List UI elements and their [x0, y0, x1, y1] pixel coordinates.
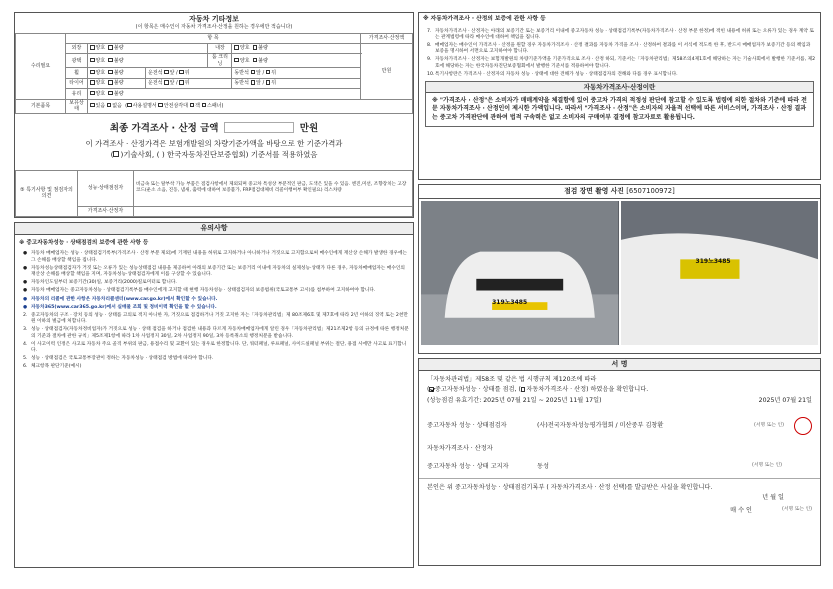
checkbox[interactable] [266, 80, 271, 85]
note-item: ● 자동차성능상태점검자가 거짓 또는 오류가 있는 성능상태점검 내용을 제공하여 아래의 보증기간 또는 보증거리 이내에 자동차의 실제성능·상태가 다른 경우, 자동차매매업자는 매수인의 재산상 손해를 배상할 책임을 지며, 자동차성능·상태점검자에게 이를 구상할 수 있습니다. [23, 265, 405, 277]
row-label: 유리 [66, 89, 88, 99]
final-price-unit: 만원 [299, 122, 319, 134]
checked-checkbox[interactable] [429, 387, 434, 392]
photo-title: 점검 장면 촬영 사진 [564, 187, 624, 195]
note-item: 5. 성능 · 상태점검은 국토교통부장관이 정하는 자동차성능 · 상태점검 방법에 따라야 합니다. [23, 356, 214, 362]
checkbox[interactable] [107, 103, 112, 108]
car-rear-photo [621, 201, 819, 345]
dealer-row [427, 463, 812, 471]
price-label: 가격조사·산정자 [78, 206, 134, 216]
inspector-seal-label: (서명 또는 인) [754, 423, 784, 429]
vehicle-other-info [14, 12, 414, 218]
receive-text: 본인은 위 중고자동차성능 · 상태점검기록부 ( 자동차가격조사 · 산정 선택)를 발급받은 사실을 확인합니다. [427, 484, 713, 492]
basic-label: 기본품목 [16, 99, 66, 113]
row-label: 광택 [66, 54, 88, 68]
notes-list [15, 249, 413, 370]
note-item: 2. 중고자동차의 구조 · 장치 등의 성능 · 상태를 고의로 적지 아니한 자, 거짓으로 점검하거나 거짓 고지한 자는「자동차관리법」제 80조제6호 및 제7호에 따라 2년 이하의 징역 또는 2천만원 이하의 벌금에 처합니다. [23, 312, 408, 325]
dealer-seal-label: (서명 또는 인) [752, 463, 782, 469]
pricer-row [427, 445, 812, 453]
buyer-row [427, 507, 812, 515]
col-price: 가격조사·산정액 [361, 33, 413, 43]
checkbox[interactable] [266, 70, 271, 75]
right-column [418, 12, 821, 566]
checkbox[interactable] [521, 387, 526, 392]
checkbox[interactable] [108, 58, 113, 63]
dealer-label: 중고자동차 성능 · 상태 고지자 [427, 463, 509, 471]
sign-body [419, 371, 820, 476]
guarantee-item: 9. 자동차가격조사 · 산정자는 보험개발원의 차량기준가액을 기준가격으로 조사 · 산정 하되, 기준서는「자동차관리법」제58조의4제1호에 해당하는 자는 기술사회에서 발행한 기준서를, 제2호에 해당하는 자는 한국자동차진단보증협회에서 발행한 기준서를 적용하여야 합니다. [427, 57, 816, 69]
checkbox[interactable] [253, 58, 258, 63]
photo-section [418, 184, 821, 354]
guarantee-item: 8. 매매업자는 매수인이 가격조사 · 산정을 원할 경우 자동차가격조사 · 산정 결과를 자동차 가격을 조사 · 산정하여 결과를 이 서식에 적도록 한 후, 반드시 매매업자가 보증기간 등의 책임과 보증을 명시하여 서면으로 고지하여야 합니다. [427, 42, 811, 55]
pricer-label: 자동차가격조사 · 산정자 [427, 445, 493, 453]
sign-line1: 「자동차관리법」제58조 및 같은 법 시행규칙 제120조에 따라 [427, 376, 597, 384]
final-price-input[interactable] [224, 122, 294, 133]
guarantee-section [418, 12, 821, 180]
checkbox[interactable] [127, 103, 132, 108]
checkbox[interactable] [108, 45, 113, 50]
checkbox[interactable] [251, 80, 256, 85]
repair-label: 수리필요 [16, 33, 66, 99]
notes-section [14, 222, 414, 568]
checkbox[interactable] [90, 103, 95, 108]
receipt-block [419, 478, 820, 519]
note-item: 3. 성능 · 상태점검자(자동차정비업자)가 거짓으로 성능 · 상태 점검을 하거나 점검한 내용과 다르게 자동차매매업자에게 알린 경우「자동차관리법」제21조제2항 등의 규정에 따른 행정처분의 기준과 절차에 관한 규칙」제5조제1항에 따라 1차 사업정지 30일, 2차 사업정지 90일, 3차 등록취소의 행정처분을 받습니다. [23, 327, 409, 339]
repair-table: 수리필요 항 목 가격조사·산정액 외장 양호 불량 내장 양호 불량 만원 광택 양호 불량 룸 크리닝 양호 불량 휠 양호 불량 운전석 앞 / 뒤 동반석 앞 / 뒤 타이어 양호 불량 운전석 앞 / 뒤 동반석 앞 / 뒤 유리 양호 불량 기본품목 보유상태 있음 없음 ( 사용설명서 안전삼각대 잭 스패너) [15, 33, 413, 114]
photo-header [419, 185, 820, 199]
final-price-desc2: ( )기술사회, ( ) 한국자동차진단보증협회) 기준서를 적용하였음 [110, 149, 318, 159]
row-label: 내장 [208, 43, 232, 53]
sign-line2: ( 중고자동차성능 · 상태를 점검, ( 자동차가격조사 · 산정) 하였음을 확인합니다. [427, 386, 649, 394]
special-label: ⑤ 특기사항 및 점검자의 의견 [16, 170, 78, 216]
car-front-photo [421, 201, 619, 345]
checkbox[interactable] [90, 70, 95, 75]
checkbox[interactable] [179, 80, 184, 85]
checkbox[interactable] [90, 45, 95, 50]
perf-text: 비금속 또는 탈부착 가능 부품은 점검사항에서 제외되며 중고차 특성상 부분적인 판금, 도색은 있을 수 있음. 엔진,미션, 조향장치는 고장코드(운소 소음, 진동, 냄새, 출력에 대하여 보증불가, FRP점검대체비 리콜이행여부 확인필요) 리스차량 [134, 170, 413, 206]
checkbox[interactable] [90, 91, 95, 96]
left-column [14, 12, 414, 568]
checkbox[interactable] [234, 45, 239, 50]
checkbox[interactable] [179, 70, 184, 75]
inspector-label: 중고자동차 성능 · 상태점검자 [427, 422, 507, 430]
section-subtitle: (이 항목은 매수인이 자동차 가격조사·산정을 원하는 경우에만 적습니다) [135, 24, 293, 31]
held-label: 보유상태 [66, 99, 88, 113]
checkbox[interactable] [251, 70, 256, 75]
sign-title: 서 명 [419, 359, 820, 371]
plate-number-rear: 319노3485 [695, 258, 731, 266]
guarantee-heading: ※ 자동차가격조사 · 산정의 보증에 관한 사항 등 [423, 16, 546, 22]
red-seal-icon [794, 417, 812, 435]
price-definition-box [425, 81, 814, 127]
checkbox[interactable] [158, 103, 163, 108]
row-label: 휠 [66, 68, 88, 78]
checkbox[interactable] [90, 58, 95, 63]
special-table [15, 170, 413, 217]
checkbox[interactable] [164, 70, 169, 75]
guarantee-item: 10. 특기사항란은 가격조사 · 산정자의 자동차 성능 · 상태에 대한 견해가 성능 · 상태점검자의 견해와 다를 경우 표시합니다. [427, 71, 678, 77]
guarantee-list [419, 27, 820, 78]
col-item: 항 목 [66, 33, 361, 43]
row-label: 외장 [66, 43, 88, 53]
sign-date: 2025년 07월 21일 [758, 397, 812, 405]
inspector-row [427, 417, 812, 435]
checkbox[interactable] [108, 91, 113, 96]
valid-label: (성능점검 유효기간: 2025년 07월 21일 ~ 2025년 11월 17일) [427, 397, 602, 405]
checkbox[interactable] [202, 103, 207, 108]
final-price-label: 최종 가격조사 · 산정 금액 [109, 122, 219, 134]
price-box-text: ※ "가격조사 · 산정"은 소비자가 매매계약을 체결함에 있어 중고차 가격의 적정성 판단에 참고할 수 있도록 법령에 의한 절차와 기준에 따라 전문 자동차가격조사 · 산정인이 제시한 가액입니다. 따라서 "가격조사 · 산정"은 소비자의 자율적 선택에 따른 서비스이며, 가격조사 · 산정 결과는 중고차 가격판단에 관하여 법적 구속력은 없고 소비자의 구매여부 결정에 참고자료로 활용됩니다. [432, 97, 807, 121]
final-price [15, 122, 413, 135]
note-item: ● 자동차 매매업자는 중고자동차성능 · 상태점검기록부를 매수인에게 고지할 때 현행 자동차성능 · 상태점검자의 보증범위(국토교통부 고시)를 첨부하여 고지하여야 합니다. [23, 288, 376, 294]
notes-heading: ※ 중고자동차성능 · 상태점검의 보증에 관한 사항 등 [19, 240, 149, 247]
dealer-name: 동성 [537, 463, 549, 471]
checkbox[interactable] [234, 58, 239, 63]
photo-id: [6507100972] [626, 187, 675, 195]
note-item: ● 자동차 매매업자는 성능 · 상태점검기록부(가격조사 · 산정 부분 제외)에 기재된 내용을 허위로 고지하거나 아니하거나 거짓으로 고지함으로써 매수인에게 재산상 손해가 발생한 경우에는 그 손해를 배상할 책임을 집니다. [23, 251, 408, 263]
row-label: 룸 크리닝 [208, 54, 232, 68]
price-box-title: 자동차가격조사·산정이란 [426, 82, 813, 93]
note-item: ● 자동차의 리콜에 관한 사항은 자동차리콜센터(www.car.go.kr)에서 확인할 수 있습니다. [23, 296, 218, 302]
checkbox[interactable] [190, 103, 195, 108]
note-item: 4. 이 사고이력 인정은 사고로 자동차 주요 골격 부위의 판금, 용접수리 및 교환이 있는 경우로 한정합니다. 단, 쿼터패널, 루프패널, 사이드실패널 부위는 절단, 용접 시에만 사고로 표기합니다. [23, 341, 407, 353]
note-item: 6. 체크항목 판단기준(예시) [23, 364, 82, 370]
checkbox[interactable] [164, 80, 169, 85]
perf-label: 성능·상태점검자 [78, 170, 134, 206]
checkbox[interactable] [253, 45, 258, 50]
buyer-label: 매 수 인 [730, 506, 753, 514]
validity-row [427, 397, 812, 405]
inspector-name: (사)전국자동차성능평가협회 / 미산중부 김창환 [537, 422, 664, 430]
checkbox[interactable] [108, 70, 113, 75]
guarantee-item: 7. 자동차가격조사 · 산정자는 아래의 보증기간 또는 보증거리 이내에 중고자동차 성능 · 상태점검기록부(자동차가격조사 · 산정 부분 한정)에 적힌 내용에 허위 또는 오류가 있는 경우 계약 또는 관계법령에 따라 매수인에 대하여 책임을 집니다. [427, 28, 814, 40]
final-price-desc: 이 가격조사 · 산정가격은 보험개발원의 차량기준가액을 바탕으로 한 기준가격과 [85, 138, 343, 148]
checkbox[interactable] [113, 151, 119, 157]
note-item: ● 자동차365(www.car365.go.kr)에서 실매물 조회 및 정비이력 확인을 할 수 있습니다. [23, 304, 217, 310]
price-unit: 만원 [361, 43, 413, 99]
plate-number: 319노3485 [492, 298, 528, 306]
buyer-seal-label: (서명 또는 인) [782, 506, 812, 512]
photo-row [419, 199, 820, 347]
section-title: 자동차 기타정보 [189, 15, 239, 23]
note-item: ● 자동차인도일부터 보증기간(30)일, 보증거리(2000)킬로미터로 합니다. [23, 280, 177, 286]
signature-section [418, 358, 821, 566]
checkbox[interactable] [108, 80, 113, 85]
receive-date: 년 월 일 [762, 494, 784, 502]
notes-title: 유의사항 [15, 223, 413, 235]
checkbox[interactable] [90, 80, 95, 85]
row-label: 타이어 [66, 78, 88, 88]
